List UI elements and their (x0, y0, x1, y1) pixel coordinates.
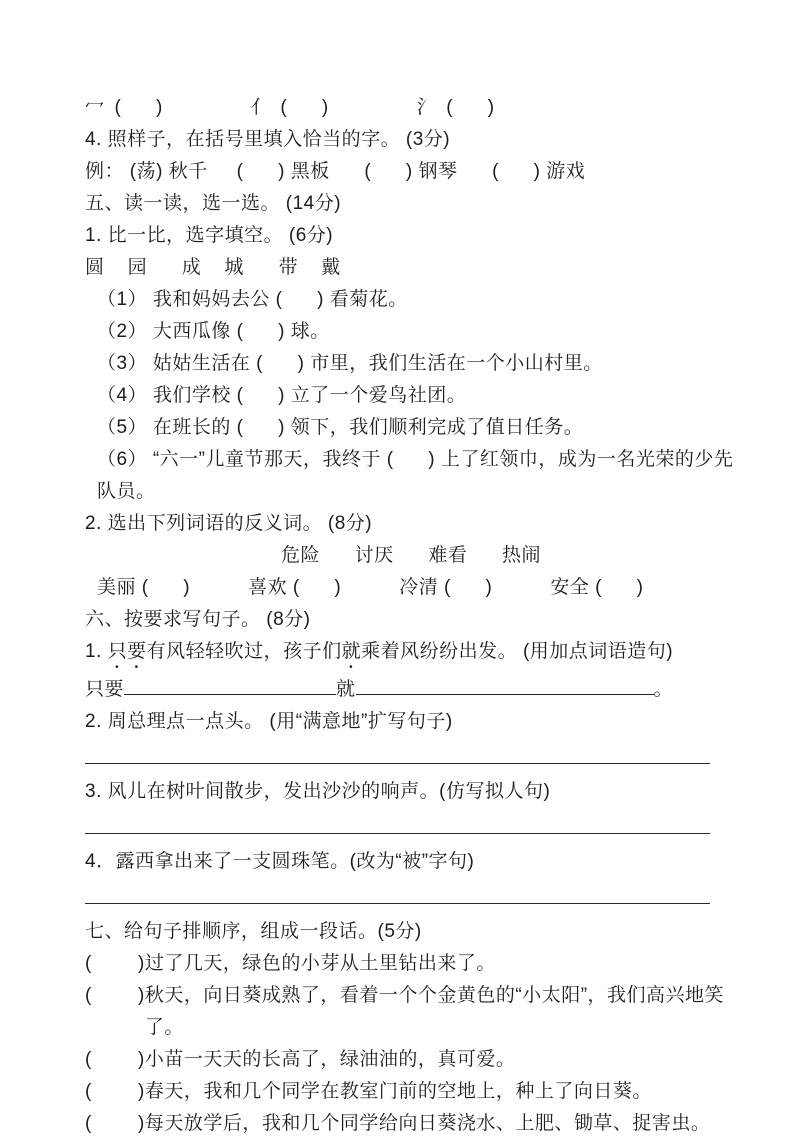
antonym-blank-row (85, 572, 747, 604)
section5-title: 五、读一读，选一选。 (14分) (85, 193, 342, 214)
radical-blank: ( ) (446, 97, 495, 118)
section6-q3: 3. 风儿在树叶间散步，发出沙沙的响声。(仿写拟人句) (85, 781, 551, 802)
section6-q2: 2. 周总理点一点头。 (用“满意地”扩写句子) (85, 711, 453, 732)
fill-item-2: （2） 大西瓜像 ( ) 球。 (97, 321, 330, 342)
radical-mi: 冖 (85, 97, 105, 118)
q4-example: 例： (荡) 秋千 ( ) 黑板 ( ) 钢琴 ( ) 游戏 (85, 161, 586, 182)
order-item-1 (85, 948, 747, 980)
order-item-text: 秋天，向日葵成熟了，看着一个个金黄色的“小太阳”，我们高兴地笑了。 (144, 985, 725, 1038)
radical-shui: 氵 (416, 97, 437, 118)
blank-prefix-zhiyao: 只要 (85, 679, 125, 700)
order-item-text: 小苗一天天的长高了，绿油油的，真可爱。 (144, 1049, 516, 1070)
order-item-4 (85, 1076, 747, 1108)
order-blank-paren: ( ) (85, 985, 145, 1006)
order-item-5 (85, 1108, 747, 1140)
fill-item-3: （3） 姑姑生活在 ( ) 市里，我们生活在一个小山村里。 (97, 353, 603, 374)
radicals-row (85, 92, 747, 124)
order-item-text: 过了几天，绿色的小芽从土里钻出来了。 (144, 953, 496, 974)
section6-q1-answer-blank (85, 673, 747, 706)
radical-group (85, 92, 163, 124)
order-item-text: 每天放学后，我和几个同学给向日葵浇水、上肥、锄草、捉害虫。 (144, 1113, 711, 1134)
q1-emphasized-zhiyao: 只要 (107, 641, 147, 662)
radical-ren: 亻 (250, 97, 271, 118)
order-item-2 (85, 980, 747, 1044)
section7-title: 七、给句子排顺序，组成一段话。(5分) (85, 921, 422, 942)
radical-blank: ( ) (280, 97, 329, 118)
antonym-blank-xihuan: 喜欢 ( ) (248, 577, 342, 598)
q1-number: 1. (85, 641, 108, 662)
blank-mid-jiu: 就 (336, 679, 356, 700)
fill-item-4: （4） 我们学校 ( ) 立了一个爱鸟社团。 (97, 385, 467, 406)
section5-char-choices: 圆 园 成 城 带 戴 (85, 257, 341, 278)
q1-emphasized-jiu: 就 (341, 641, 362, 662)
section5-q1-title: 1. 比一比，选字填空。 (6分) (85, 225, 334, 246)
radical-group (417, 92, 495, 124)
radical-group (251, 92, 329, 124)
antonym-word-bank: 危险 讨厌 难看 热闹 (281, 545, 542, 566)
antonym-blank-anquan: 安全 ( ) (550, 577, 644, 598)
q1-middle-text: 有风轻轻吹过，孩子们 (146, 641, 342, 662)
fill-item-1: （1） 我和妈妈去公 ( ) 看菊花。 (97, 289, 408, 310)
answer-line (85, 880, 710, 904)
blank-end-period: 。 (653, 679, 674, 700)
answer-underline (124, 673, 336, 695)
antonym-blank-lengqing: 冷清 ( ) (399, 577, 493, 598)
fill-item-6: （6） “六一”儿童节那天，我终于 ( ) 上了红领巾，成为一名光荣的少先队员。 (97, 449, 734, 502)
answer-line (85, 740, 710, 764)
order-item-3 (85, 1044, 747, 1076)
order-blank-paren: ( ) (85, 953, 145, 974)
section5-q2-title: 2. 选出下列词语的反义词。 (8分) (85, 513, 373, 534)
answer-underline (356, 673, 654, 695)
antonym-blank-meili: 美丽 ( ) (97, 577, 191, 598)
section6-title: 六、按要求写句子。 (8分) (85, 609, 311, 630)
section6-q1 (85, 636, 747, 673)
order-blank-paren: ( ) (85, 1081, 145, 1102)
q4-title: 4. 照样子，在括号里填入恰当的字。 (3分) (85, 129, 451, 150)
order-blank-paren: ( ) (85, 1113, 145, 1134)
answer-line (85, 810, 710, 834)
q1-tail-text: 乘着风纷纷出发。 (用加点词语造句) (361, 641, 674, 662)
order-blank-paren: ( ) (85, 1049, 145, 1070)
order-item-text: 春天，我和几个同学在教室门前的空地上，种上了向日葵。 (144, 1081, 652, 1102)
section6-q4: 4．露西拿出来了一支圆珠笔。(改为“被”字句) (85, 851, 475, 872)
radical-blank: ( ) (114, 97, 163, 118)
fill-item-5: （5） 在班长的 ( ) 领下，我们顺利完成了值日任务。 (97, 417, 584, 438)
